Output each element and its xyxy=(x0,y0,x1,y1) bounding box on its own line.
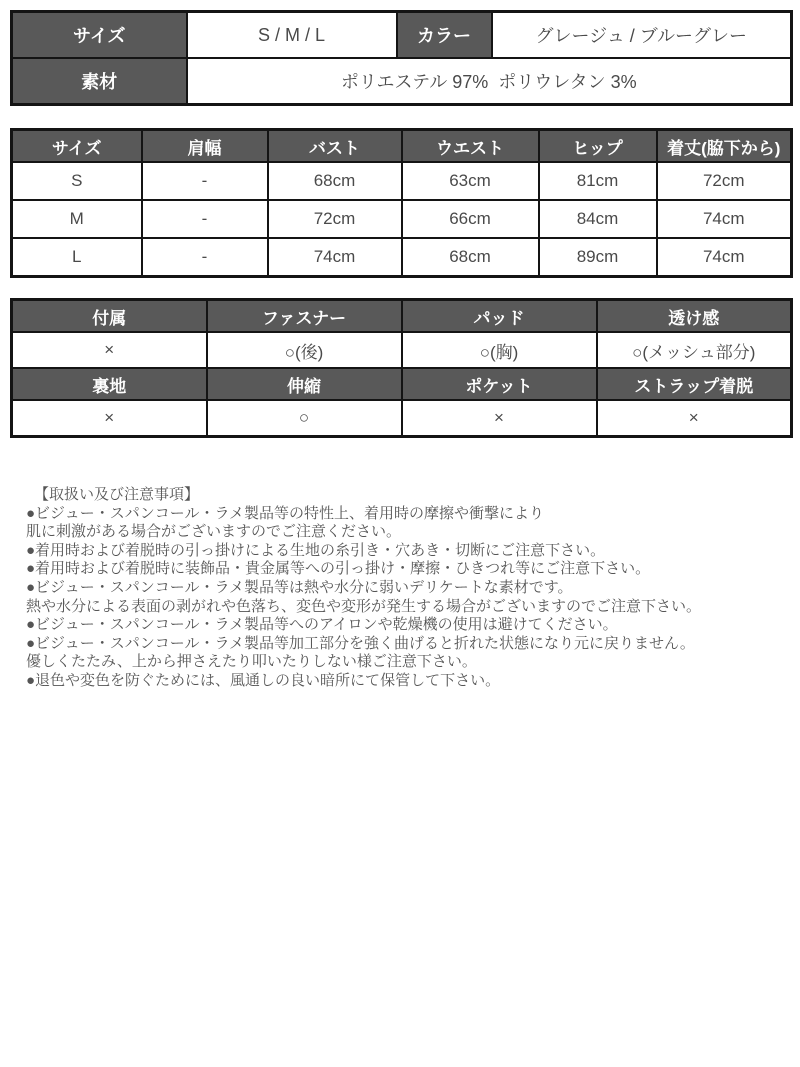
stretch-value-cell: ○ xyxy=(207,400,402,437)
col-header-strap: ストラップ着脱 xyxy=(597,368,792,400)
hip-cell: 81cm xyxy=(539,162,657,200)
size-value-cell: S / M / L xyxy=(187,12,397,59)
accessory-value-cell: × xyxy=(12,332,207,368)
hip-cell: 84cm xyxy=(539,200,657,238)
col-header-stretch: 伸縮 xyxy=(207,368,402,400)
col-header-hip: ヒップ xyxy=(539,130,657,163)
table-row xyxy=(12,162,792,200)
length-cell: 74cm xyxy=(657,238,792,277)
care-note-line: ●ビジュー・スパンコール・ラメ製品等へのアイロンや乾燥機の使用は避けてください。 xyxy=(26,616,618,634)
features-header-row-2 xyxy=(12,368,792,400)
length-cell: 74cm xyxy=(657,200,792,238)
size-s-cell: S xyxy=(12,162,142,200)
shoulder-cell: - xyxy=(142,162,268,200)
care-notes xyxy=(26,486,780,691)
pocket-value-cell: × xyxy=(402,400,597,437)
hip-cell: 89cm xyxy=(539,238,657,277)
color-label-cell: カラー xyxy=(397,12,492,59)
pad-value-cell: ○(胸) xyxy=(402,332,597,368)
waist-cell: 66cm xyxy=(402,200,539,238)
table-row xyxy=(12,238,792,277)
care-note-line: ●ビジュー・スパンコール・ラメ製品等の特性上、着用時の摩擦や衝撃により xyxy=(26,504,545,522)
material-label-cell: 素材 xyxy=(12,58,187,105)
table-row xyxy=(12,200,792,238)
col-header-size: サイズ xyxy=(12,130,142,163)
shoulder-cell: - xyxy=(142,238,268,277)
col-header-sheerness: 透け感 xyxy=(597,300,792,333)
features-table xyxy=(10,298,793,438)
col-header-bust: バスト xyxy=(268,130,402,163)
waist-cell: 63cm xyxy=(402,162,539,200)
col-header-waist: ウエスト xyxy=(402,130,539,163)
spec-row-material xyxy=(12,58,792,105)
sheerness-value-cell: ○(メッシュ部分) xyxy=(597,332,792,368)
measurements-header-row xyxy=(12,130,792,163)
features-header-row-1 xyxy=(12,300,792,333)
bust-cell: 72cm xyxy=(268,200,402,238)
spec-row-size-color xyxy=(12,12,792,59)
waist-cell: 68cm xyxy=(402,238,539,277)
care-note-line: 熱や水分による表面の剥がれや色落ち、変色や変形が発生する場合がございますのでご注意下さい。 xyxy=(26,597,702,615)
fastener-value-cell: ○(後) xyxy=(207,332,402,368)
features-value-row-2 xyxy=(12,400,792,437)
care-note-line: ●着用時および着脱時の引っ掛けによる生地の糸引き・穴あき・切断にご注意下さい。 xyxy=(26,541,606,559)
length-cell: 72cm xyxy=(657,162,792,200)
size-label-cell: サイズ xyxy=(12,12,187,59)
bust-cell: 68cm xyxy=(268,162,402,200)
care-note-line: ●退色や変色を防ぐためには、風通しの良い暗所にて保管して下さい。 xyxy=(26,671,501,689)
spec-table xyxy=(10,10,793,106)
strap-value-cell: × xyxy=(597,400,792,437)
size-m-cell: M xyxy=(12,200,142,238)
lining-value-cell: × xyxy=(12,400,207,437)
col-header-pad: パッド xyxy=(402,300,597,333)
col-header-length: 着丈(脇下から) xyxy=(657,130,792,163)
col-header-pocket: ポケット xyxy=(402,368,597,400)
care-note-line: 肌に刺激がある場合がございますのでご注意ください。 xyxy=(26,523,402,541)
bust-cell: 74cm xyxy=(268,238,402,277)
care-note-line: ●ビジュー・スパンコール・ラメ製品等加工部分を強く曲げると折れた状態になり元に戻りません。 xyxy=(26,634,695,652)
col-header-fastener: ファスナー xyxy=(207,300,402,333)
care-note-line: ●着用時および着脱時に装飾品・貴金属等への引っ掛け・摩擦・ひきつれ等にご注意下さい。 xyxy=(26,560,651,578)
care-note-line: ●ビジュー・スパンコール・ラメ製品等は熱や水分に弱いデリケートな素材です。 xyxy=(26,578,573,596)
col-header-lining: 裏地 xyxy=(12,368,207,400)
care-notes-title: 【取扱い及び注意事項】 xyxy=(34,486,200,503)
col-header-accessory: 付属 xyxy=(12,300,207,333)
shoulder-cell: - xyxy=(142,200,268,238)
measurements-table xyxy=(10,128,793,278)
size-l-cell: L xyxy=(12,238,142,277)
features-value-row-1 xyxy=(12,332,792,368)
color-value-cell: グレージュ / ブルーグレー xyxy=(492,12,792,59)
care-note-line: 優しくたたみ、上から押さえたり叩いたりしない様ご注意下さい。 xyxy=(26,653,477,671)
material-value-cell: ポリエステル 97% ポリウレタン 3% xyxy=(187,58,792,105)
col-header-shoulder: 肩幅 xyxy=(142,130,268,163)
